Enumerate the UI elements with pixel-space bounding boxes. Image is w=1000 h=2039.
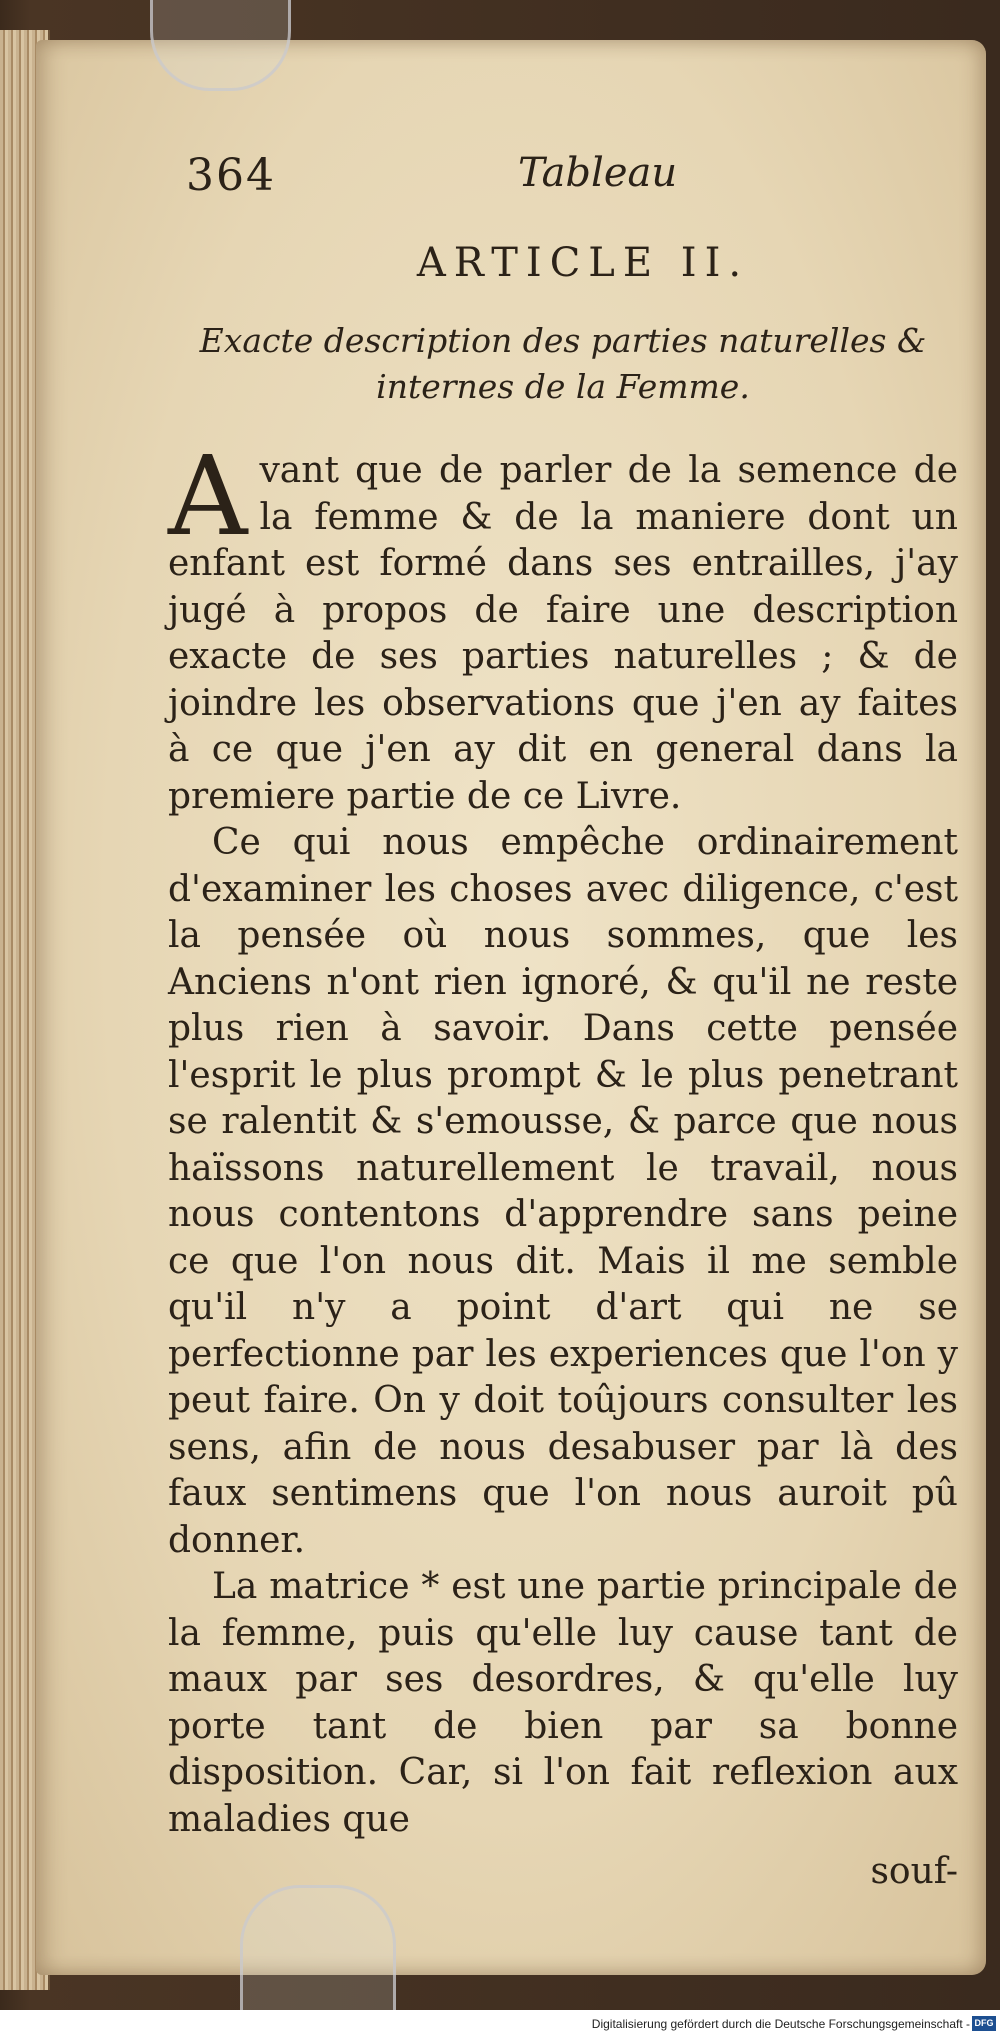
paragraph-1-text: vant que de parler de la semence de la femme & de la maniere dont un enfant est formé dans ses entrailles, j'ay jugé à propos de faire une description exacte de ses parties naturelles ; & de joindre les observations que j'en ay faites à ce que j'en ay dit en general dans la premiere partie de ce Livre.: [168, 450, 958, 817]
article-heading: ARTICLE II.: [416, 240, 750, 286]
digitization-footer: [0, 2010, 1000, 2039]
page-clip-bottom: [240, 1885, 396, 2013]
page-number: 364: [186, 150, 276, 201]
page-text: [168, 150, 958, 1895]
funding-credit: Digitalisierung gefördert durch die Deutsche Forschungsgemeinschaft -: [591, 2017, 970, 2031]
catchword: souf-: [870, 1851, 958, 1892]
dfg-logo: DFG: [972, 2016, 996, 2031]
drop-cap: A: [168, 432, 248, 560]
running-header: [168, 150, 958, 210]
article-subtitle: Exacte description des parties naturelles & internes de la Femme.: [199, 321, 927, 406]
running-title: Tableau: [518, 150, 678, 196]
body-text: [168, 432, 958, 1895]
paragraph-3: La matrice * est une partie principale de la femme, puis qu'elle luy cause tant de maux par ses desordres, & qu'elle luy porte tant de bien par sa bonne disposition. Car, si l'on fait reflexion aux maladies que: [168, 1566, 958, 1840]
paragraph-1: [168, 432, 958, 820]
paragraph-2: Ce qui nous empêche ordinairement d'examiner les choses avec diligence, c'est la pensée où nous sommes, que les Anciens n'ont rien ignoré, & qu'il ne reste plus rien à savoir. Dans cette pensée l'esprit le plus prompt & le plus penetrant se ralentit & s'emousse, & parce que nous haïssons naturellement le travail, nous nous contentons d'apprendre sans peine ce que l'on nous dit. Mais il me semble qu'il n'y a point d'art qui ne se perfectionne par les experiences que l'on y peut faire. On y doit toûjours consulter les sens, afin de nous desabuser par là des faux sentimens que l'on nous auroit pû donner.: [168, 822, 958, 1561]
